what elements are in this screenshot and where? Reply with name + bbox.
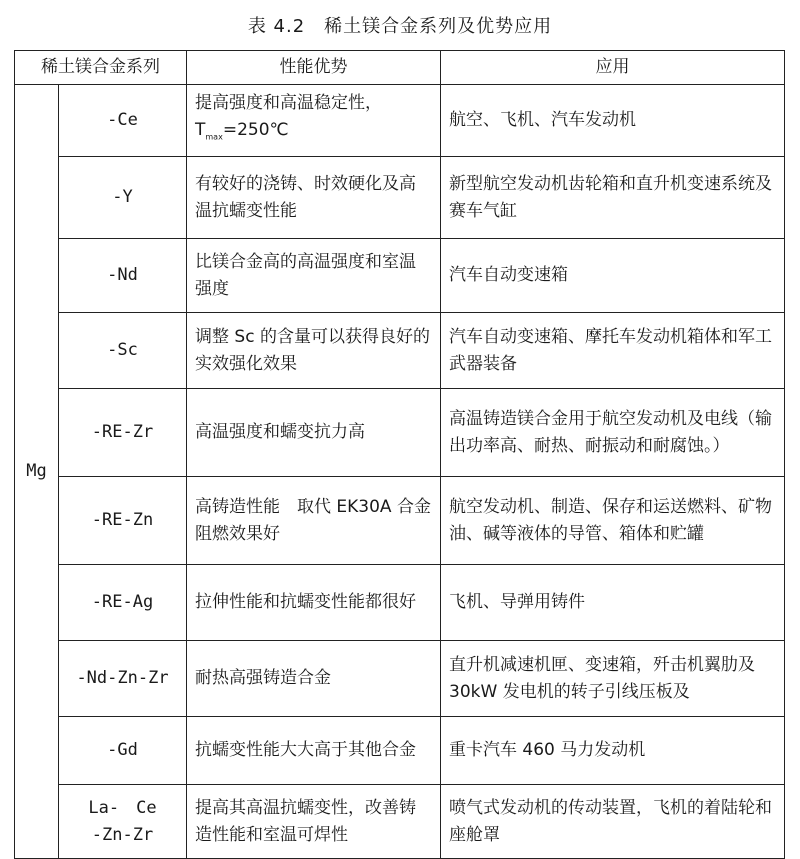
performance-cell: 调整 Sc 的含量可以获得良好的实效强化效果 bbox=[187, 313, 441, 389]
performance-cell: 抗蠕变性能大大高于其他合金 bbox=[187, 717, 441, 785]
table-row bbox=[15, 477, 785, 565]
application-cell: 重卡汽车 460 马力发动机 bbox=[441, 717, 785, 785]
series-cell: -Nd bbox=[59, 239, 187, 313]
application-cell: 汽车自动变速箱 bbox=[441, 239, 785, 313]
table-row bbox=[15, 157, 785, 239]
application-cell: 汽车自动变速箱、摩托车发动机箱体和军工武器装备 bbox=[441, 313, 785, 389]
table-row bbox=[15, 641, 785, 717]
performance-cell: 高铸造性能 取代 EK30A 合金 阻燃效果好 bbox=[187, 477, 441, 565]
performance-cell: 耐热高强铸造合金 bbox=[187, 641, 441, 717]
performance-cell: 提高其高温抗蠕变性，改善铸造性能和室温可焊性 bbox=[187, 785, 441, 859]
header-series: 稀土镁合金系列 bbox=[15, 51, 187, 85]
tmax-line bbox=[195, 117, 432, 150]
series-cell: -RE-Zr bbox=[59, 389, 187, 477]
performance-cell: 拉伸性能和抗蠕变性能都很好 bbox=[187, 565, 441, 641]
series-cell: -RE-Zn bbox=[59, 477, 187, 565]
application-cell: 高温铸造镁合金用于航空发动机及电线（输出功率高、耐热、耐振动和耐腐蚀。） bbox=[441, 389, 785, 477]
application-cell: 喷气式发动机的传动装置，飞机的着陆轮和座舱罩 bbox=[441, 785, 785, 859]
performance-cell: 比镁合金高的高温强度和室温强度 bbox=[187, 239, 441, 313]
tmax-symbol: T bbox=[195, 120, 206, 141]
tmax-value: =250℃ bbox=[222, 120, 289, 141]
application-cell: 航空发动机、制造、保存和运送燃料、矿物油、碱等液体的导管、箱体和贮罐 bbox=[441, 477, 785, 565]
series-cell bbox=[59, 785, 187, 859]
application-cell: 航空、飞机、汽车发动机 bbox=[441, 85, 785, 157]
series-cell: -Ce bbox=[59, 85, 187, 157]
application-cell: 新型航空发动机齿轮箱和直升机变速系统及赛车气缸 bbox=[441, 157, 785, 239]
table-row bbox=[15, 85, 785, 157]
table-row bbox=[15, 565, 785, 641]
header-application: 应用 bbox=[441, 51, 785, 85]
application-cell: 飞机、导弹用铸件 bbox=[441, 565, 785, 641]
series-cell: -Y bbox=[59, 157, 187, 239]
application-cell: 直升机减速机匣、变速箱，歼击机翼肋及 30kW 发电机的转子引线压板及 bbox=[441, 641, 785, 717]
series-line: La- Ce bbox=[88, 797, 157, 818]
series-cell: -Gd bbox=[59, 717, 187, 785]
table-row bbox=[15, 389, 785, 477]
table-row bbox=[15, 313, 785, 389]
table-header-row bbox=[15, 51, 785, 85]
series-line: -Zn-Zr bbox=[91, 824, 154, 845]
performance-line: 提高强度和高温稳定性， bbox=[195, 93, 382, 114]
table-row bbox=[15, 717, 785, 785]
performance-cell: 高温强度和蠕变抗力高 bbox=[187, 389, 441, 477]
series-cell: -RE-Ag bbox=[59, 565, 187, 641]
table-caption: 表 4.2 稀土镁合金系列及优势应用 bbox=[247, 16, 553, 37]
base-element-cell: Mg bbox=[15, 85, 59, 859]
series-cell: -Nd-Zn-Zr bbox=[59, 641, 187, 717]
tmax-subscript: max bbox=[205, 132, 223, 142]
performance-cell bbox=[187, 85, 441, 157]
table-row bbox=[15, 785, 785, 859]
header-performance: 性能优势 bbox=[187, 51, 441, 85]
performance-cell: 有较好的浇铸、时效硬化及高温抗蠕变性能 bbox=[187, 157, 441, 239]
rare-earth-magnesium-alloy-table bbox=[14, 50, 785, 859]
table-row bbox=[15, 239, 785, 313]
series-cell: -Sc bbox=[59, 313, 187, 389]
